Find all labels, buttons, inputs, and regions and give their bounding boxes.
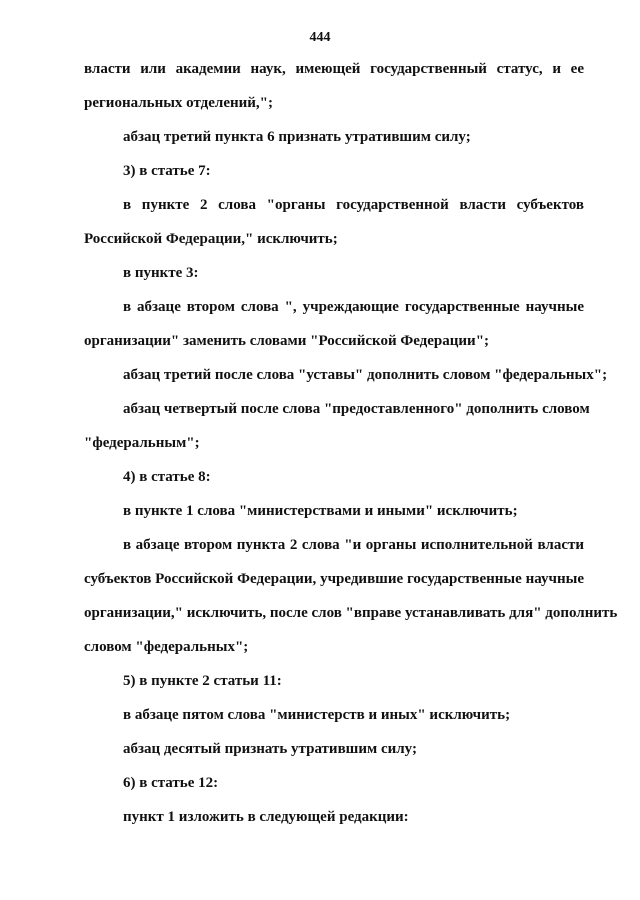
paragraph [84, 290, 584, 358]
paragraph [84, 460, 584, 494]
paragraph [84, 698, 584, 732]
paragraph-line: словом "федеральных"; [84, 639, 249, 655]
paragraph-line: в абзаце втором слова ", учреждающие государственные научные [123, 299, 584, 315]
paragraph-line: 3) в статье 7: [123, 163, 211, 179]
paragraph-line: в пункте 3: [123, 265, 199, 281]
paragraph-line: региональных отделений,"; [84, 95, 273, 111]
paragraph-line: власти или академии наук, имеющей государственный статус, и ее [84, 61, 584, 77]
document-body [84, 52, 618, 834]
paragraph-line: организации," исключить, после слов "вправе устанавливать для" дополнить [84, 605, 618, 621]
page-number: 444 [309, 30, 331, 45]
paragraph-line: абзац десятый признать утратившим силу; [123, 741, 417, 757]
paragraph [84, 188, 584, 256]
paragraph [84, 120, 584, 154]
paragraph [84, 766, 584, 800]
paragraph-line: организации" заменить словами "Российской Федерации"; [84, 333, 490, 349]
paragraph [84, 52, 584, 120]
paragraph-line: субъектов Российской Федерации, учредившие государственные научные [84, 571, 584, 587]
paragraph-line: Российской Федерации," исключить; [84, 231, 338, 247]
paragraph [84, 494, 584, 528]
paragraph-line: в абзаце пятом слова "министерств и иных" исключить; [123, 707, 511, 723]
paragraph-line: в пункте 2 слова "органы государственной власти субъектов [123, 197, 584, 213]
paragraph [84, 732, 584, 766]
paragraph [84, 358, 608, 392]
paragraph-line: в абзаце втором пункта 2 слова "и органы исполнительной власти [123, 537, 584, 553]
paragraph-line: пункт 1 изложить в следующей редакции: [123, 809, 409, 825]
paragraph-line: абзац четвертый после слова "предоставленного" дополнить словом [123, 401, 590, 417]
paragraph-line: 5) в пункте 2 статьи 11: [123, 673, 282, 689]
paragraph-line: 4) в статье 8: [123, 469, 211, 485]
paragraph-line: абзац третий пункта 6 признать утратившим силу; [123, 129, 471, 145]
paragraph [84, 664, 584, 698]
paragraph [84, 154, 584, 188]
paragraph [84, 528, 618, 664]
paragraph [84, 800, 584, 834]
paragraph [84, 256, 584, 290]
paragraph [84, 392, 590, 460]
paragraph-line: "федеральным"; [84, 435, 200, 451]
paragraph-line: абзац третий после слова "уставы" дополнить словом "федеральных"; [123, 367, 608, 383]
paragraph-line: в пункте 1 слова "министерствами и иными" исключить; [123, 503, 518, 519]
paragraph-line: 6) в статье 12: [123, 775, 219, 791]
